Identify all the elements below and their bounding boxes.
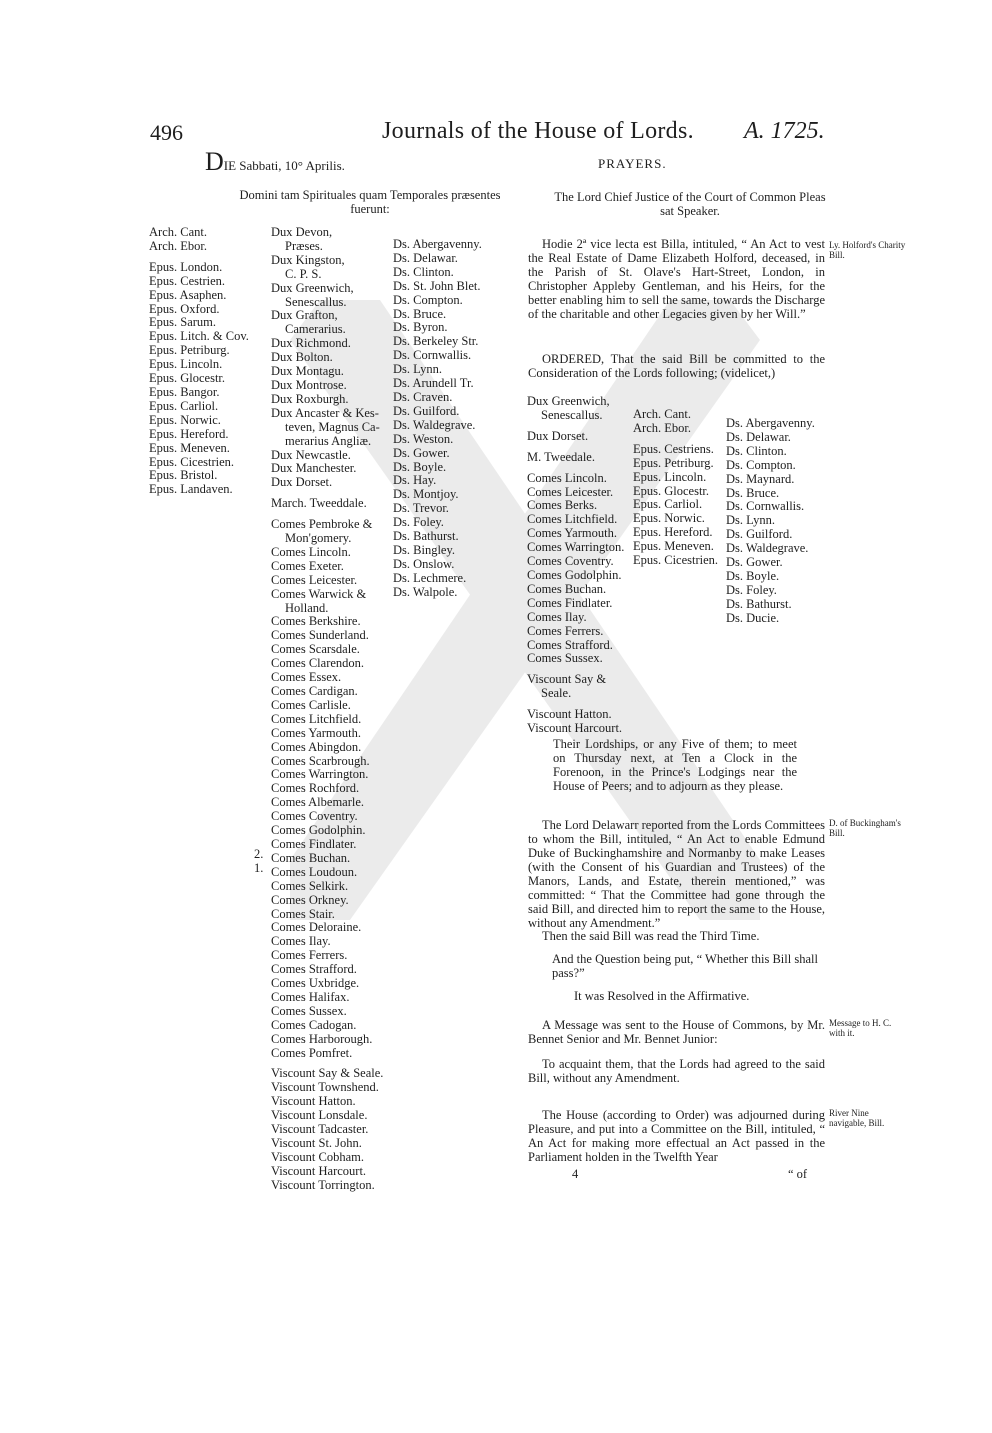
committee-member: Ds. Compton. xyxy=(726,457,796,472)
committee-column-1 xyxy=(527,395,624,736)
message-margin-note: Message to H. C. with it. xyxy=(829,1018,892,1038)
committee-member: Ds. Guilford. xyxy=(726,527,793,542)
peer-entry: Comes Ferrers. xyxy=(271,948,348,963)
peer-entry: Viscount Harcourt. xyxy=(271,1163,367,1178)
committee-member: Comes Yarmouth. xyxy=(527,526,617,541)
committee-member: Epus. Cestriens. xyxy=(633,441,714,456)
peer-entry: Comes Cardigan. xyxy=(271,684,358,698)
date-initial: D xyxy=(205,147,224,176)
peer-entry: Comes Pomfret. xyxy=(271,1045,353,1060)
peer-entry: Comes Loudoun. xyxy=(271,864,358,879)
peer-entry: Comes Strafford. xyxy=(271,962,357,977)
peer-entry: Dux Ancaster & Kes- xyxy=(271,405,379,420)
peer-entry: Dux Roxburgh. xyxy=(271,391,349,406)
peer-entry: Præses. xyxy=(285,238,323,253)
committee-member: Comes Berks. xyxy=(527,498,598,513)
committee-member: Viscount Hatton. xyxy=(527,707,612,722)
committee-member: Ds. Foley. xyxy=(726,582,777,597)
baron-entry: Ds. St. John Blet. xyxy=(393,278,481,293)
committee-member: Comes Warrington. xyxy=(527,540,625,555)
baron-entry: Ds. Lechmere. xyxy=(393,570,467,585)
peer-entry: Comes Halifax. xyxy=(271,989,350,1004)
peer-entry: Comes Godolphin. xyxy=(271,823,366,838)
committee-member: Comes Buchan. xyxy=(527,581,607,596)
peer-entry: Dux Devon, xyxy=(271,225,333,239)
peer-entry: Camerarius. xyxy=(285,322,346,337)
house-paragraph: The House (according to Order) was adjourned during Pleasure, and put into a Committee on the Bill, intituled, “ An Act for making more effectual an Act passed in the Parliament holden in the Twelfth Year xyxy=(528,1108,825,1164)
peer-entry: Dux Newcastle. xyxy=(271,447,351,462)
peer-entry: Comes Scarbrough. xyxy=(271,753,370,768)
baron-entry: Ds. Lynn. xyxy=(393,362,442,377)
bishop-entry: Epus. Cicestrien. xyxy=(149,454,235,469)
committee-column-3 xyxy=(726,417,815,626)
committee-member: Ds. Ducie. xyxy=(726,610,780,625)
committee-member: Ds. Boyle. xyxy=(726,568,780,583)
committee-member: Arch. Ebor. xyxy=(633,420,691,435)
bishop-entry: Epus. Petriburg. xyxy=(149,343,230,358)
committee-member: Ds. Abergavenny. xyxy=(726,416,815,430)
peer-entry: Comes Albemarle. xyxy=(271,795,365,810)
committee-member: Viscount Say & xyxy=(527,672,607,687)
committee-member: Ds. Bruce. xyxy=(726,485,780,500)
peer-entry: Comes Coventry. xyxy=(271,809,358,824)
peer-entry: Comes Cadogan. xyxy=(271,1017,357,1032)
bishop-entry: Epus. Glocestr. xyxy=(149,371,226,386)
peer-entry: Viscount Say & Seale. xyxy=(271,1066,384,1081)
peer-entry: Comes Berkshire. xyxy=(271,614,361,629)
peer-entry: Comes Stair. xyxy=(271,906,335,921)
baron-entry: Ds. Bingley. xyxy=(393,542,456,557)
committee-member: Dux Dorset. xyxy=(527,428,589,443)
baron-entry: Ds. Abergavenny. xyxy=(393,237,482,251)
committee-member: Ds. Cornwallis. xyxy=(726,499,805,514)
bishop-entry: Epus. Landaven. xyxy=(149,482,233,497)
committee-member: Epus. Carliol. xyxy=(633,497,703,512)
report-margin-note: D. of Buckingham's Bill. xyxy=(829,818,901,838)
committee-member: Seale. xyxy=(541,686,572,701)
baron-entry: Ds. Clinton. xyxy=(393,264,454,279)
peer-entry: Comes Deloraine. xyxy=(271,920,362,935)
peer-entry: Comes Warwick & xyxy=(271,586,367,601)
baron-entry: Ds. Waldegrave. xyxy=(393,417,476,432)
committee-member: Comes Leicester. xyxy=(527,484,614,499)
committee-member: Dux Greenwich, xyxy=(527,394,610,408)
peer-entry: Comes Orkney. xyxy=(271,892,349,907)
baron-entry: Ds. Onslow. xyxy=(393,556,455,571)
committee-member: Comes Godolphin. xyxy=(527,567,622,582)
baron-entry: Ds. Hay. xyxy=(393,473,437,488)
bishop-entry: Epus. Carliol. xyxy=(149,398,219,413)
peer-entry: Comes Harborough. xyxy=(271,1031,373,1046)
third-time-line: Then the said Bill was read the Third Time. xyxy=(542,929,760,943)
baron-entry: Ds. Trevor. xyxy=(393,501,449,516)
committee-member: Epus. Hereford. xyxy=(633,525,713,540)
peer-entry: Dux Montrose. xyxy=(271,377,347,392)
peer-entry: Comes Pembroke & xyxy=(271,517,373,532)
baron-entry: Ds. Bruce. xyxy=(393,306,447,321)
committee-member: Viscount Harcourt. xyxy=(527,721,623,736)
attendance-heading: Domini tam Spirituales quam Temporales præsentes fuerunt: xyxy=(239,188,501,216)
committee-member: Comes Sussex. xyxy=(527,651,603,666)
peer-entry: Comes Warrington. xyxy=(271,767,369,782)
baron-entry: Ds. Cornwallis. xyxy=(393,348,472,363)
peer-entry: Viscount Hatton. xyxy=(271,1094,356,1109)
bishop-entry: Epus. Hereford. xyxy=(149,426,229,441)
question-paragraph: And the Question being put, “ Whether this Bill shall pass?” xyxy=(552,952,818,980)
committee-column-2 xyxy=(633,408,718,568)
committee-member: Ds. Gower. xyxy=(726,555,783,570)
committee-member: Comes Lincoln. xyxy=(527,470,607,485)
bishop-entry: Epus. Bristol. xyxy=(149,468,218,483)
baron-entry: Ds. Delawar. xyxy=(393,250,458,265)
bishop-entry: Epus. Sarum. xyxy=(149,315,217,330)
bishop-entry: Epus. Oxford. xyxy=(149,301,220,316)
peer-entry: Dux Grafton, xyxy=(271,308,338,323)
peer-entry: Comes Scarsdale. xyxy=(271,642,360,657)
baron-entry: Ds. Arundell Tr. xyxy=(393,376,474,391)
signature-mark: 4 xyxy=(572,1167,579,1181)
peer-entry: Comes Litchfield. xyxy=(271,711,362,726)
committee-member: Epus. Glocestr. xyxy=(633,483,710,498)
peer-entry: Senescallus. xyxy=(285,294,347,309)
page-title: Journals of the House of Lords. xyxy=(382,118,694,144)
committee-member: Comes Ilay. xyxy=(527,609,587,624)
committee-member: Ds. Maynard. xyxy=(726,471,795,486)
peer-entry: Viscount St. John. xyxy=(271,1136,362,1150)
peer-entry: Comes Lincoln. xyxy=(271,544,351,559)
baron-entry: Ds. Craven. xyxy=(393,389,453,404)
baron-entry: Ds. Foley. xyxy=(393,515,444,530)
peer-entry: Comes Findlater. xyxy=(271,836,357,851)
baron-entry: Ds. Compton. xyxy=(393,292,463,307)
bishop-entry: Epus. Litch. & Cov. xyxy=(149,329,249,344)
baron-entry: Ds. Walpole. xyxy=(393,584,458,599)
page-number: 496 xyxy=(150,120,183,145)
committee-member: Comes Ferrers. xyxy=(527,623,604,638)
message-paragraph: A Message was sent to the House of Commons, by Mr. Bennet Senior and Mr. Bennet Junior: xyxy=(528,1018,825,1046)
committee-member: Ds. Delawar. xyxy=(726,429,791,444)
bishop-entry: Epus. Meneven. xyxy=(149,440,230,455)
peer-entry: Holland. xyxy=(285,600,329,615)
peer-entry: Dux Richmond. xyxy=(271,336,351,351)
bishop-entry: Arch. Cant. xyxy=(149,225,207,239)
committee-member: Comes Coventry. xyxy=(527,554,614,569)
peer-entry: teven, Magnus Ca- xyxy=(285,419,380,434)
peer-entry: Dux Bolton. xyxy=(271,350,333,365)
peer-entry: Comes Essex. xyxy=(271,670,342,685)
peer-entry: Dux Montagu. xyxy=(271,364,344,379)
year-heading: A. 1725. xyxy=(744,118,825,144)
lordships-paragraph: Their Lordships, or any Five of them; to meet on Thursday next, at Ten a Clock in the Forenoon, in the Prince's Lodgings near the House of Peers; and to adjourn as they please. xyxy=(553,737,797,793)
baron-entry: Ds. Bathurst. xyxy=(393,529,459,544)
peer-entry: Viscount Tadcaster. xyxy=(271,1122,369,1137)
bishop-entry: Arch. Ebor. xyxy=(149,238,207,253)
peer-entry: Comes Rochford. xyxy=(271,781,360,796)
committee-member: Epus. Meneven. xyxy=(633,539,714,554)
report-paragraph: The Lord Delawarr reported from the Lords Committees to whom the Bill, intituled, “ An Act to enable Edmund Duke of Buckinghamshire and Normanby to make Leases (with the Consent of his Guardian and Trustees) of the Manors, Lands, and Estate, therein mentioned,” was committed: “ That the Committee had gone through the said Bill, and directed him to report the same to the House, without any Amendment.” xyxy=(528,818,825,930)
peer-entry: Dux Dorset. xyxy=(271,475,333,490)
peer-entry: Dux Manchester. xyxy=(271,461,357,476)
peer-entry: Comes Abingdon. xyxy=(271,739,362,754)
baron-entry: Ds. Weston. xyxy=(393,431,454,446)
ordered-paragraph: ORDERED, That the said Bill be committed to the Consideration of the Lords following; (videlicet,) xyxy=(528,352,825,380)
peer-entry: Viscount Townshend. xyxy=(271,1080,379,1095)
barons-list xyxy=(393,238,482,600)
prayers-heading: PRAYERS. xyxy=(598,156,667,171)
bishop-entry: Epus. Cestrien. xyxy=(149,273,226,288)
bishop-entry: Epus. Lincoln. xyxy=(149,357,223,372)
peer-entry: Comes Uxbridge. xyxy=(271,976,360,991)
bishop-entry: Epus. Asaphen. xyxy=(149,287,227,302)
peer-entry: Comes Carlisle. xyxy=(271,697,351,712)
peer-entry: Comes Clarendon. xyxy=(271,656,365,671)
sitting-date xyxy=(205,147,345,176)
committee-member: Senescallus. xyxy=(541,407,603,422)
peer-entry: March. Tweeddale. xyxy=(271,496,367,511)
peer-entry: Viscount Cobham. xyxy=(271,1149,364,1164)
peer-entry: Comes Ilay. xyxy=(271,934,331,949)
committee-member: Epus. Cicestrien. xyxy=(633,553,719,568)
peer-entry: Viscount Torrington. xyxy=(271,1177,375,1192)
peer-entry: Dux Greenwich, xyxy=(271,280,354,295)
committee-member: M. Tweedale. xyxy=(527,449,595,464)
bishops-list xyxy=(149,226,249,497)
baron-entry: Ds. Montjoy. xyxy=(393,487,459,502)
peer-entry: Viscount Lonsdale. xyxy=(271,1108,368,1123)
committee-member: Comes Litchfield. xyxy=(527,512,618,527)
peer-entry: Mon'gomery. xyxy=(285,531,352,546)
committee-member: Comes Strafford. xyxy=(527,637,613,652)
peer-mark-1: 2. xyxy=(254,847,264,861)
catchword: “ of xyxy=(788,1167,808,1181)
peer-entry: Comes Sunderland. xyxy=(271,628,369,643)
committee-member: Ds. Clinton. xyxy=(726,443,787,458)
peer-entry: Comes Buchan. xyxy=(271,850,351,865)
baron-entry: Ds. Gower. xyxy=(393,445,450,460)
committee-member: Ds. Bathurst. xyxy=(726,596,792,611)
peer-mark-2: 1. xyxy=(254,861,264,875)
baron-entry: Ds. Guilford. xyxy=(393,403,460,418)
committee-member: Comes Findlater. xyxy=(527,595,613,610)
speaker-note: The Lord Chief Justice of the Court of Common Pleas sat Speaker. xyxy=(554,190,826,218)
baron-entry: Ds. Byron. xyxy=(393,320,448,335)
peer-entry: Comes Selkirk. xyxy=(271,878,349,893)
peer-entry: C. P. S. xyxy=(285,266,322,281)
acquaint-paragraph: To acquaint them, that the Lords had agreed to the said Bill, without any Amendment. xyxy=(528,1057,825,1085)
committee-member: Ds. Lynn. xyxy=(726,513,775,528)
baron-entry: Ds. Berkeley Str. xyxy=(393,334,479,349)
bishop-entry: Epus. Bangor. xyxy=(149,384,220,399)
house-margin-note: River Nine navigable, Bill. xyxy=(829,1108,885,1128)
baron-entry: Ds. Boyle. xyxy=(393,459,447,474)
bishop-entry: Epus. London. xyxy=(149,259,223,274)
committee-member: Epus. Norwic. xyxy=(633,511,705,526)
resolved-line: It was Resolved in the Affirmative. xyxy=(574,989,750,1003)
peer-entry: Comes Leicester. xyxy=(271,572,358,587)
peer-entry: merarius Angliæ. xyxy=(285,433,372,448)
bishop-entry: Epus. Norwic. xyxy=(149,412,221,427)
committee-member: Epus. Petriburg. xyxy=(633,455,714,470)
peer-entry: Dux Kingston, xyxy=(271,252,345,267)
committee-member: Epus. Lincoln. xyxy=(633,469,707,484)
committee-member: Ds. Waldegrave. xyxy=(726,541,809,556)
bill1-margin-note: Ly. Holford's Charity Bill. xyxy=(829,240,906,260)
committee-member: Arch. Cant. xyxy=(633,407,691,421)
date-text: IE Sabbati, 10° Aprilis. xyxy=(223,158,345,173)
peer-entry: Comes Yarmouth. xyxy=(271,725,361,740)
peers-list xyxy=(271,226,383,1193)
peer-entry: Comes Exeter. xyxy=(271,558,344,573)
peer-entry: Comes Sussex. xyxy=(271,1003,347,1018)
bill1-paragraph: Hodie 2ª vice lecta est Billa, intituled, “ An Act to vest the Real Estate of Dame Elizabeth Holford, deceased, in the Parish of St. Olave's Hart-Street, London, in Christopher Appleby Gentleman, and his Heirs, for the better enabling him to sell the same, towards the Discharge of the charitable and other Legacies given by her Will.” xyxy=(528,237,825,321)
